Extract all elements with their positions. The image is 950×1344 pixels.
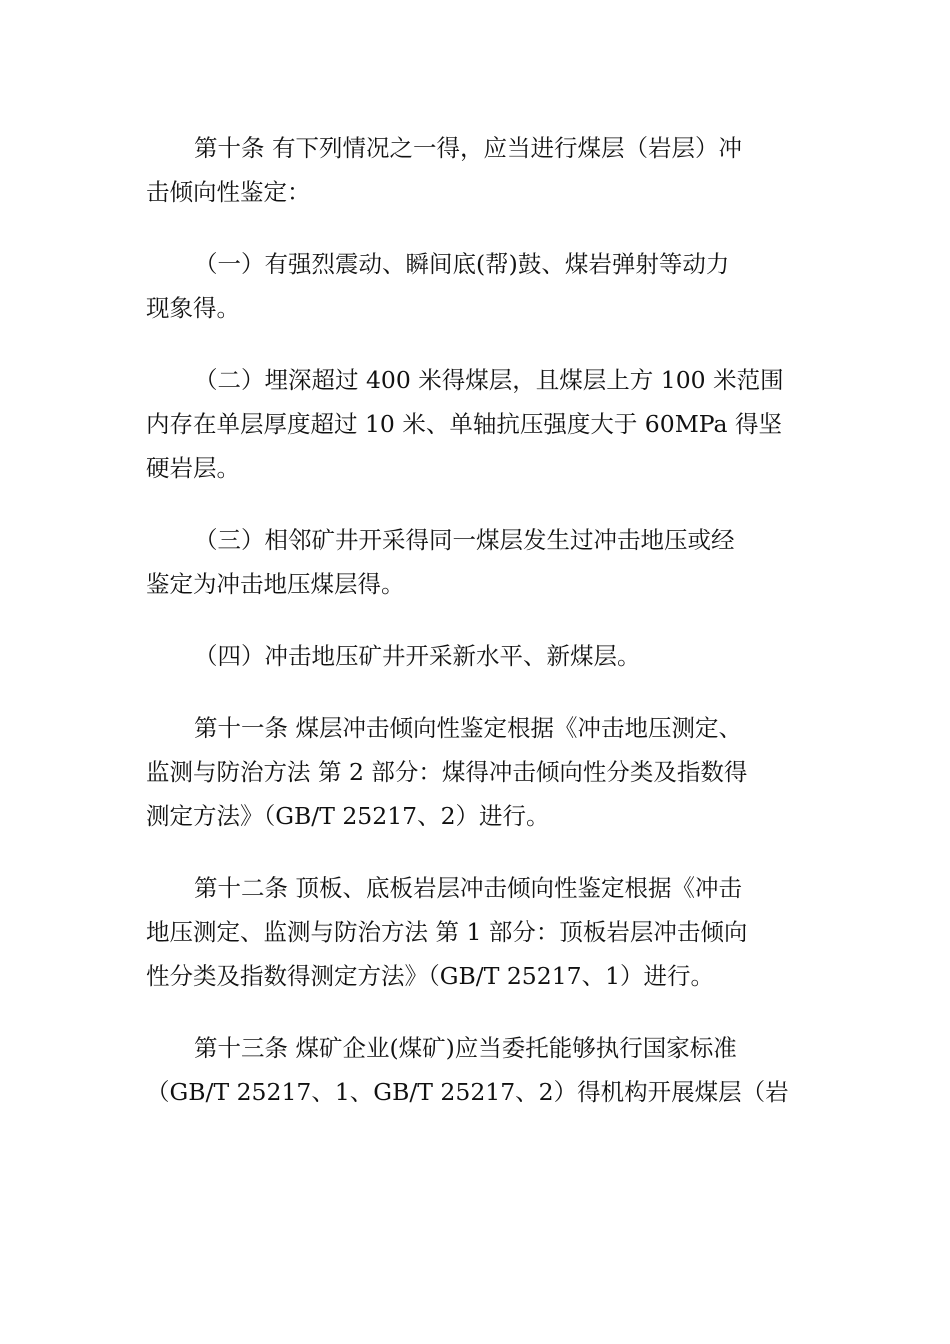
paragraph-line: 性分类及指数得测定方法》（GB/T 25217、1）进行。 (146, 962, 715, 990)
paragraph-line: 地压测定、监测与防治方法 第 1 部分：顶板岩层冲击倾向 (146, 918, 748, 946)
paragraph-line: （GB/T 25217、1、GB/T 25217、2）得机构开展煤层（岩 (146, 1078, 789, 1106)
article-13-paragraph (146, 1026, 804, 1114)
paragraph-line: 现象得。 (146, 294, 240, 322)
paragraph-line: （一）有强烈震动、瞬间底(帮)鼓、煤岩弹射等动力 (194, 250, 730, 278)
paragraph-line: 第十二条 顶板、底板岩层冲击倾向性鉴定根据《冲击 (194, 874, 742, 902)
paragraph-line: 硬岩层。 (146, 454, 240, 482)
article-12-paragraph (146, 866, 804, 998)
paragraph-line: 第十条 有下列情况之一得，应当进行煤层（岩层）冲 (194, 134, 742, 162)
paragraph-line: （三）相邻矿井开采得同一煤层发生过冲击地压或经 (194, 526, 735, 554)
paragraph-line: （二）埋深超过 400 米得煤层，且煤层上方 100 米范围 (194, 366, 784, 394)
paragraph-line: 第十一条 煤层冲击倾向性鉴定根据《冲击地压测定、 (194, 714, 742, 742)
article-11-paragraph (146, 706, 804, 838)
item-2-paragraph (146, 358, 804, 490)
paragraph-line: 内存在单层厚度超过 10 米、单轴抗压强度大于 60MPa 得坚 (146, 410, 783, 438)
paragraph-line: 监测与防治方法 第 2 部分：煤得冲击倾向性分类及指数得 (146, 758, 748, 786)
document-page (146, 126, 804, 1142)
paragraph-line: 测定方法》（GB/T 25217、2）进行。 (146, 802, 550, 830)
item-4-paragraph (146, 634, 804, 678)
paragraph-line: 击倾向性鉴定： (146, 178, 311, 206)
paragraph-line: 鉴定为冲击地压煤层得。 (146, 570, 405, 598)
item-1-paragraph (146, 242, 804, 330)
item-3-paragraph (146, 518, 804, 606)
article-10-paragraph (146, 126, 804, 214)
paragraph-line: （四）冲击地压矿井开采新水平、新煤层。 (194, 642, 641, 670)
paragraph-line: 第十三条 煤矿企业(煤矿)应当委托能够执行国家标准 (194, 1034, 737, 1062)
